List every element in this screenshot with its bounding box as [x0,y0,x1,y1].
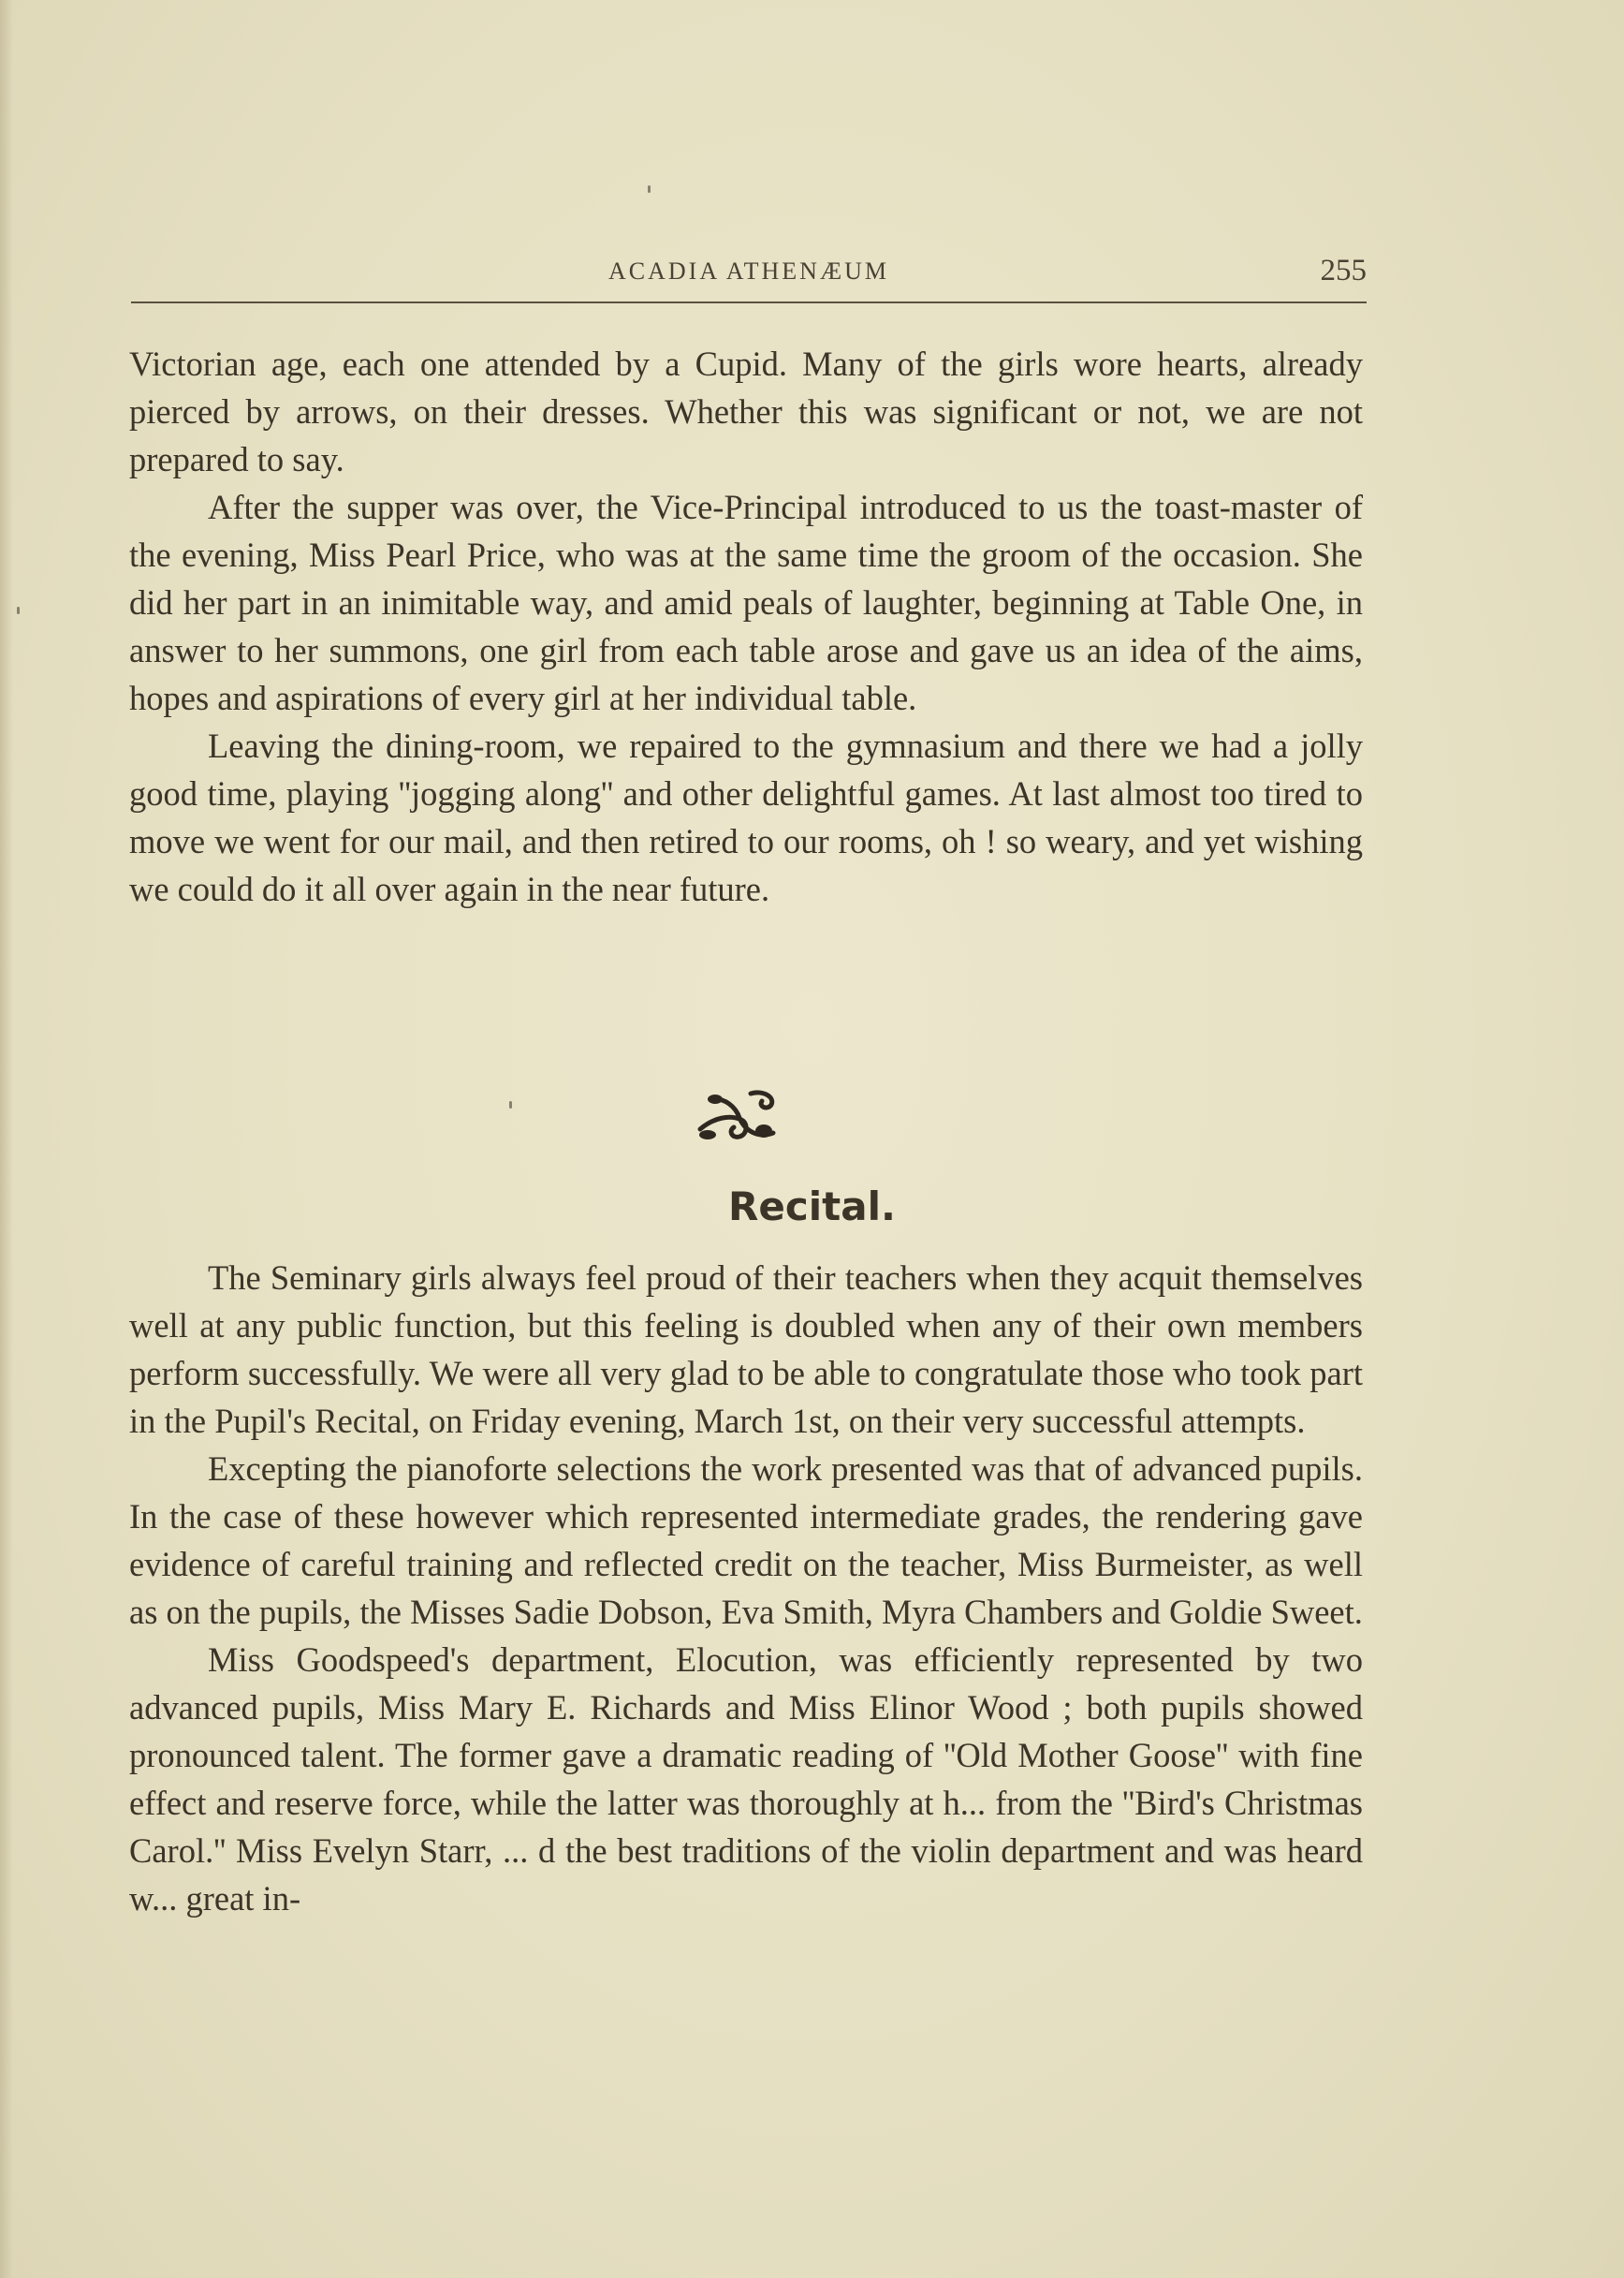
paper-speck [509,1101,512,1109]
paragraph: After the supper was over, the Vice-Principal introduced to us the toast-master of the evening, Miss Pearl Price, who was at the same time the groom of the occasion. She did her part in an inimitable way, and amid peals of laughter, beginning at Table One, in answer to her summons, one girl from each table arose and gave us an idea of the aims, hopes and aspirations of every girl at her individual table. [129,488,1363,717]
paragraph: Victorian age, each one attended by a Cupid. Many of the girls wore hearts, already pierced by arrows, on their dresses. Whether this was significant or not, we are not prepared to say. [129,345,1363,478]
page-edge-shadow [0,0,13,2278]
paper-speck [17,607,20,614]
section-heading: Recital. [728,1183,896,1229]
running-header [131,248,1367,304]
journal-title: ACADIA ATHENÆUM [608,257,889,285]
continued-article [129,340,1363,913]
paragraph: Excepting the pianoforte selections the work presented was that of advanced pupils. In the case of these however which represented intermediate grades, the rendering gave evidence of careful training and reflected credit on the teacher, Miss Burmeister, as well as on the pupils, the Misses Sadie Dobson, Eva Smith, Myra Chambers and Goldie Sweet. [129,1449,1363,1631]
paper-speck [648,185,651,193]
recital-article [129,1254,1363,1922]
page-number: 255 [1320,254,1367,287]
paragraph: Miss Goodspeed's department, Elocution, was efficiently represented by two advanced pupils, Miss Mary E. Richards and Miss Elinor Wood ; both pupils showed pronounced talent. The former gave a dramatic reading of ''Old Mother Goose'' with fine effect and reserve force, while the latter was thoroughly at h... from the ''Bird's Christmas Carol.'' Miss Evelyn Starr, ... d the best traditions of the violin department and was heard w... great in- [129,1640,1363,1918]
header-rule [131,301,1367,303]
fleuron-ornament-icon [693,1086,783,1146]
paragraph: The Seminary girls always feel proud of their teachers when they acquit themselves well at any public function, but this feeling is doubled when any of their own members perform successfully. We were all very glad to be able to congratulate those who took part in the Pupil's Recital, on Friday evening, March 1st, on their very successful attempts. [129,1258,1363,1440]
paragraph: Leaving the dining-room, we repaired to the gymnasium and there we had a jolly good time, playing ''jogging along'' and other delightful games. At last almost too tired to move we went for our mail, and then retired to our rooms, oh ! so weary, and yet wishing we could do it all over again in the near future. [129,727,1363,908]
